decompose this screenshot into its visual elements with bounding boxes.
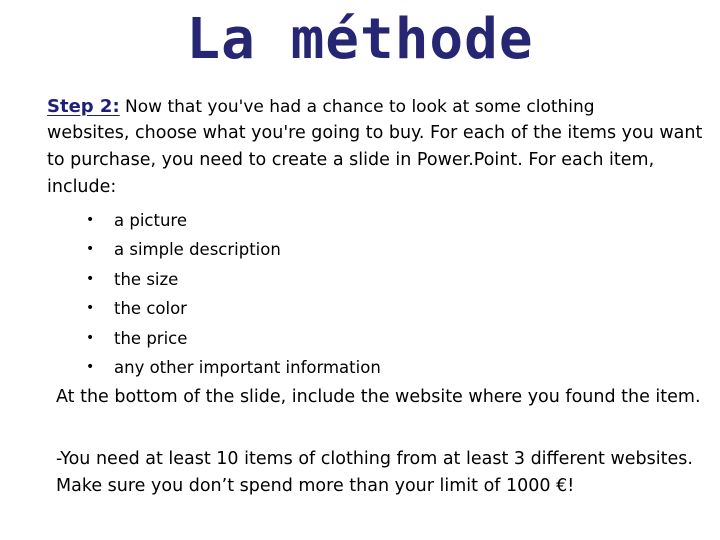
instructions-paragraph: websites, choose what you're going to buy. For each of the items you want to purchase, you need to create a slide in Power.Point. For each item, include:	[47, 123, 703, 197]
bullet-icon: •	[86, 358, 95, 375]
list-item	[86, 265, 381, 294]
bottom-note: At the bottom of the slide, include the website where you found the item.	[56, 387, 701, 407]
bullet-icon: •	[86, 329, 95, 346]
bullet-icon: •	[86, 270, 95, 287]
page-title: La méthode	[186, 7, 534, 72]
list-item-text: a simple description	[114, 240, 281, 260]
bullet-icon: •	[86, 300, 95, 317]
list-item	[86, 206, 381, 235]
bullet-icon: •	[86, 241, 95, 258]
item-requirements-list	[86, 206, 381, 382]
requirement-note: -You need at least 10 items of clothing from at least 3 different websites. Make sure you don’t spend more than your limit of 1000 €!	[56, 449, 693, 496]
list-item	[86, 353, 381, 382]
list-item-text: the color	[114, 299, 187, 319]
list-item	[86, 235, 381, 264]
list-item-text: the price	[114, 328, 188, 348]
bullet-icon: •	[86, 212, 95, 228]
list-item-text: any other important information	[114, 357, 381, 377]
list-item	[86, 324, 381, 353]
list-item-text: the size	[114, 269, 179, 289]
list-item-text: a picture	[114, 211, 187, 230]
step-text: Now that you've had a chance to look at some clothing	[119, 97, 595, 117]
step-heading	[47, 93, 707, 121]
step-label: Step 2:	[47, 96, 120, 117]
list-item	[86, 294, 381, 323]
